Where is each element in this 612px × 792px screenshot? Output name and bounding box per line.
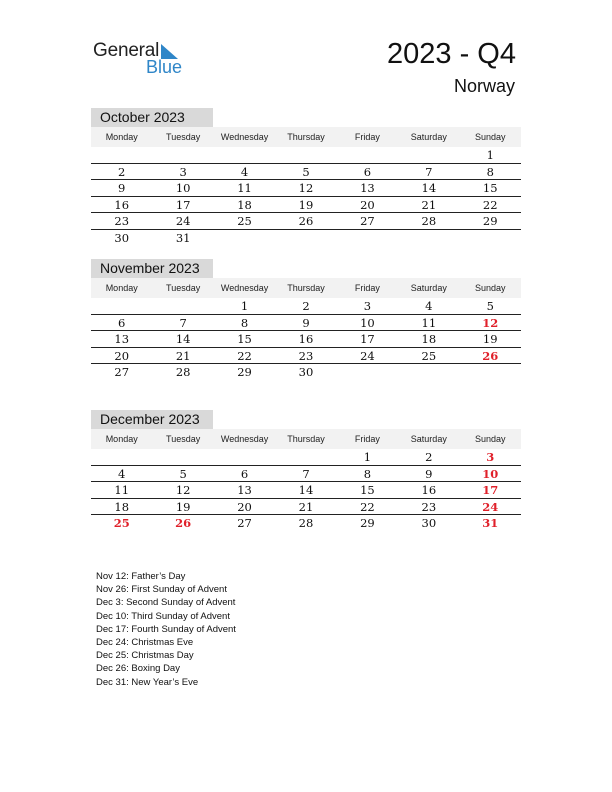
day-cell: 9: [425, 466, 433, 481]
day-cell: 19: [298, 197, 314, 212]
day-cell: 15: [482, 181, 498, 195]
holiday-note: Dec 31: New Year’s Eve: [96, 676, 199, 688]
day-cell: 10: [360, 315, 375, 330]
day-cell: 5: [179, 466, 187, 481]
day-cell: 30: [421, 516, 437, 530]
holiday-note: Dec 24: Christmas Eve: [96, 637, 194, 649]
day-cell: 7: [302, 466, 310, 481]
day-cell: 30: [114, 230, 130, 245]
day-cell: 15: [237, 332, 252, 346]
day-cell: 29: [237, 365, 252, 379]
weekday-header: Wednesday: [220, 283, 269, 293]
day-cell: [337, 230, 398, 247]
day-cell: 18: [237, 197, 252, 212]
day-cell: 2: [118, 164, 126, 179]
day-cell: 4: [240, 164, 249, 179]
day-cell: [398, 364, 459, 381]
weekday-header: Thursday: [287, 434, 325, 444]
day-cell: 23: [421, 499, 437, 514]
day-cell: 17: [360, 332, 375, 346]
day-cell: 28: [421, 214, 437, 228]
day-cell: 19: [175, 499, 191, 514]
day-cell: [91, 298, 152, 314]
day-cell: 17: [175, 197, 191, 212]
day-cell: [214, 147, 275, 163]
day-cell: 27: [114, 365, 130, 379]
weekday-header: Friday: [354, 283, 380, 293]
weekday-header: Sunday: [474, 434, 506, 444]
day-cell: [152, 449, 213, 465]
month-december: [91, 410, 521, 532]
day-cell: 31: [175, 230, 191, 245]
weekday-header: Monday: [105, 283, 138, 293]
day-cell: 28: [298, 516, 314, 530]
day-cell: 22: [482, 197, 498, 212]
weekday-header: Sunday: [474, 132, 506, 142]
weekday-header: Wednesday: [220, 434, 269, 444]
week-row: [91, 515, 521, 532]
month-label: December 2023: [91, 410, 213, 429]
day-cell: [460, 230, 521, 247]
day-cell: 21: [298, 499, 314, 514]
day-cell: 10: [175, 181, 191, 195]
weekday-header: Saturday: [410, 283, 447, 293]
week-row: [91, 164, 521, 181]
day-cell: [398, 230, 459, 247]
day-cell: [337, 364, 398, 381]
holiday-note: Dec 26: Boxing Day: [96, 663, 180, 675]
day-cell: 3: [179, 164, 187, 179]
day-cell: 29: [482, 214, 498, 228]
day-cell: [91, 147, 152, 163]
day-cell: 18: [114, 499, 130, 514]
day-cell: 24: [482, 499, 499, 514]
day-cell: 8: [363, 466, 372, 481]
day-cell: 25: [237, 214, 252, 228]
day-cell: 27: [237, 516, 252, 530]
day-cell: 1: [240, 299, 249, 313]
day-cell: 28: [175, 365, 191, 379]
day-cell: 22: [360, 499, 375, 514]
holiday-note: Dec 3: Second Sunday of Advent: [96, 597, 236, 609]
week-row: [91, 499, 521, 516]
day-cell: 24: [175, 214, 191, 228]
day-cell: 15: [360, 483, 375, 497]
day-cell: 11: [237, 181, 252, 195]
holiday-note: Nov 12: Father’s Day: [96, 571, 186, 582]
weekday-header-row: [91, 429, 521, 449]
day-cell: 5: [486, 299, 494, 313]
week-row: [91, 482, 521, 499]
day-cell: 4: [118, 466, 126, 481]
week-row: [91, 147, 521, 164]
day-cell: 21: [421, 197, 437, 212]
day-cell: 6: [240, 466, 249, 481]
logo: [93, 40, 203, 80]
day-cell: 26: [482, 348, 499, 363]
day-cell: [275, 449, 336, 465]
day-cell: 25: [113, 516, 130, 530]
day-cell: 8: [486, 164, 494, 179]
month-label: November 2023: [91, 259, 213, 278]
weekday-header: Friday: [354, 132, 380, 142]
logo-blue-text: Blue: [146, 57, 183, 77]
week-row: [91, 180, 521, 197]
day-cell: 21: [175, 348, 191, 363]
day-cell: 3: [363, 299, 372, 313]
day-cell: 19: [482, 332, 498, 346]
day-cell: 7: [179, 315, 187, 330]
weekday-header: Tuesday: [166, 434, 201, 444]
page-title: 2023 - Q4: [387, 38, 516, 70]
day-cell: 13: [114, 332, 130, 346]
week-row: [91, 197, 521, 214]
day-cell: 8: [240, 315, 249, 330]
weekday-header: Tuesday: [166, 132, 201, 142]
weekday-header: Saturday: [410, 434, 447, 444]
day-cell: [214, 449, 275, 465]
day-cell: [152, 298, 213, 314]
week-row: [91, 298, 521, 315]
holiday-note: Dec 10: Third Sunday of Advent: [96, 610, 230, 622]
day-cell: 29: [360, 516, 375, 530]
day-cell: 2: [302, 299, 310, 313]
holiday-note: Nov 26: First Sunday of Advent: [96, 584, 227, 596]
day-cell: 20: [360, 197, 375, 212]
day-cell: 16: [421, 483, 437, 497]
day-cell: 14: [175, 332, 191, 346]
week-row: [91, 348, 521, 365]
day-cell: 13: [237, 483, 252, 497]
day-cell: 18: [421, 332, 437, 346]
month-october: [91, 108, 521, 246]
day-cell: 20: [237, 499, 252, 514]
week-row: [91, 364, 521, 381]
day-cell: [337, 147, 398, 163]
day-cell: 12: [482, 315, 499, 330]
day-cell: 7: [425, 164, 433, 179]
holiday-notes: [96, 570, 236, 689]
day-cell: 23: [114, 214, 130, 228]
week-row: [91, 213, 521, 230]
day-cell: 16: [114, 197, 130, 212]
weekday-header: Sunday: [474, 283, 506, 293]
day-cell: 2: [425, 450, 433, 464]
day-cell: 11: [114, 483, 130, 497]
day-cell: 12: [298, 181, 314, 195]
day-cell: 26: [175, 516, 192, 530]
weekday-header: Monday: [105, 434, 138, 444]
day-cell: 14: [421, 181, 437, 195]
day-cell: [214, 230, 275, 247]
month-november: [91, 259, 521, 381]
week-row: [91, 315, 521, 332]
weekday-header: Monday: [105, 132, 138, 142]
day-cell: 23: [298, 348, 314, 363]
day-cell: 5: [302, 164, 310, 179]
day-cell: 9: [118, 181, 126, 195]
weekday-header-row: [91, 127, 521, 147]
logo-general-text: General: [93, 40, 160, 61]
week-row: [91, 230, 521, 247]
day-cell: [91, 449, 152, 465]
day-cell: 22: [237, 348, 252, 363]
day-cell: 20: [114, 348, 130, 363]
day-cell: 13: [360, 181, 375, 195]
day-cell: 24: [360, 348, 375, 363]
day-cell: 4: [425, 299, 433, 313]
day-cell: 6: [363, 164, 372, 179]
weekday-header-row: [91, 278, 521, 298]
weekday-header: Wednesday: [220, 132, 269, 142]
day-cell: 3: [486, 450, 495, 464]
day-cell: [275, 147, 336, 163]
weekday-header: Thursday: [287, 132, 325, 142]
day-cell: 16: [298, 332, 314, 346]
day-cell: 14: [298, 483, 314, 497]
day-cell: 25: [421, 348, 437, 363]
country-label: Norway: [453, 76, 515, 96]
weekday-header: Saturday: [410, 132, 447, 142]
weekday-header: Thursday: [287, 283, 325, 293]
week-row: [91, 449, 521, 466]
week-row: [91, 331, 521, 348]
week-row: [91, 466, 521, 483]
day-cell: 9: [302, 315, 310, 330]
weekday-header: Tuesday: [166, 283, 201, 293]
day-cell: [460, 364, 521, 381]
weekday-header: Friday: [354, 434, 380, 444]
day-cell: 30: [298, 365, 314, 379]
day-cell: 1: [486, 148, 494, 162]
day-cell: 11: [421, 315, 437, 330]
month-label: October 2023: [91, 108, 213, 127]
day-cell: [398, 147, 459, 163]
day-cell: [152, 147, 213, 163]
day-cell: 12: [175, 483, 191, 497]
day-cell: 6: [118, 315, 126, 330]
holiday-note: Dec 25: Christmas Day: [96, 650, 194, 662]
day-cell: 17: [482, 483, 499, 497]
day-cell: [275, 230, 336, 247]
holiday-note: Dec 17: Fourth Sunday of Advent: [96, 623, 236, 635]
day-cell: 10: [482, 466, 499, 481]
day-cell: 1: [363, 450, 372, 464]
day-cell: 27: [360, 214, 375, 228]
day-cell: 26: [298, 214, 314, 228]
day-cell: 31: [482, 516, 499, 530]
